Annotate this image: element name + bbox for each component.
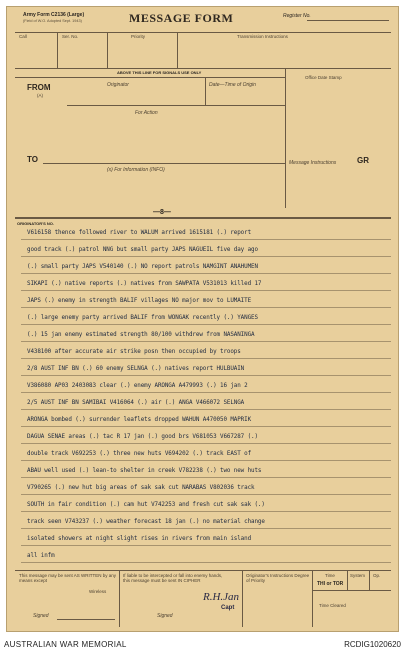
originator-label: Originator xyxy=(107,82,129,88)
divider-marker: —8— xyxy=(153,209,171,216)
for-action-label: For Action xyxy=(135,110,158,116)
time-label: Time xyxy=(325,573,335,578)
ruled-line xyxy=(21,460,391,461)
ruled-line xyxy=(21,477,391,478)
ruled-line xyxy=(21,426,391,427)
to-label: TO xyxy=(27,155,38,164)
signals-use-note: ABOVE THIS LINE FOR SIGNALS USE ONLY xyxy=(117,70,202,75)
cipher-note: If liable to be intercepted or fall into enemy hands, this message must be sent IN CIPHER xyxy=(123,573,223,583)
ruled-line xyxy=(21,256,391,257)
message-line: ARONGA bombed (.) surrender leaflets dropped WAHUN A470050 MAPRIK xyxy=(27,417,252,423)
ruled-line xyxy=(21,290,391,291)
thi-tor-label: THI or TOR xyxy=(317,581,344,587)
footer-divider-5 xyxy=(369,570,370,590)
army-form-sub: (Field of W.O. Adopted Sept. 1943) xyxy=(23,19,82,23)
system-label: System xyxy=(350,573,366,578)
originator-divider xyxy=(205,77,206,105)
message-line: V438100 after accurate air strike posn then occupied by troops xyxy=(27,349,241,355)
ruled-line xyxy=(21,392,391,393)
footer-divider-4 xyxy=(347,570,348,590)
message-line: all infm xyxy=(27,553,55,559)
message-line: DAGUA SENAE areas (.) tac R 17 jan (.) good brs V681053 V667287 (.) xyxy=(27,434,258,440)
office-date-stamp-label: Office Date Stamp xyxy=(305,75,342,80)
time-cleared-label: Time Cleared xyxy=(319,603,346,608)
message-form-sheet xyxy=(6,6,399,632)
ruled-line xyxy=(21,511,391,512)
footer-divider-1 xyxy=(119,570,120,627)
message-line: V616158 thence followed river to WALUM arrived 1615181 (.) report xyxy=(27,230,252,236)
army-form-id: Army Form C2136 (Large) xyxy=(23,12,85,18)
originator-underline xyxy=(67,105,285,106)
message-line: SOUTH in fair condition (.) cam hut V742253 and fresh cut sak sak (.) xyxy=(27,502,265,508)
footer-divider-3 xyxy=(312,570,313,627)
message-line: (.) large enemy party arrived BALIF from WONGAK recently (.) YANGES xyxy=(27,315,258,321)
message-instructions-label: Message Instructions xyxy=(289,160,337,166)
archive-credit: AUSTRALIAN WAR MEMORIAL xyxy=(4,640,127,649)
ruled-line xyxy=(21,358,391,359)
ruled-line xyxy=(21,273,391,274)
from-right-border xyxy=(285,68,286,208)
register-no-label: Register No. xyxy=(283,13,311,19)
form-title: MESSAGE FORM xyxy=(129,11,234,25)
ser-no-label: Ser. No. xyxy=(62,34,79,39)
ruled-line xyxy=(21,375,391,376)
signals-rule xyxy=(15,68,391,69)
signed-label-1: Signed xyxy=(33,613,49,619)
ruled-line xyxy=(21,307,391,308)
send-as-written-note: This message may be sent AS WRITTEN by any means except xyxy=(19,573,117,583)
ruled-line xyxy=(21,341,391,342)
rank-text: Capt xyxy=(221,605,235,611)
signed-line-1 xyxy=(57,619,115,620)
ruled-line xyxy=(21,528,391,529)
call-label: Call xyxy=(19,34,27,39)
originator-instructions-label: Originator's Instructions Degree of Priority xyxy=(246,573,310,583)
header-rule xyxy=(15,32,391,33)
from-top-rule xyxy=(15,77,285,78)
message-line: good track (.) patrol NNG but small party JAPS NAGUEIL five day ago xyxy=(27,247,258,253)
ruled-line xyxy=(21,562,391,563)
call-divider xyxy=(57,32,58,68)
from-label: FROM xyxy=(27,83,51,92)
message-line: 2/5 AUST INF BN SAMIBAI V416064 (.) air (.) ANGA V466072 SELNGA xyxy=(27,400,245,406)
message-line: V790265 (.) new hut big areas of sak sak cut NARABAS V802036 track xyxy=(27,485,255,491)
op-label: Op. xyxy=(373,573,381,578)
footer-divider-2 xyxy=(242,570,243,627)
archive-reference-id: RCDIG1020620 xyxy=(344,640,401,649)
message-line: (.) small party JAPS V540140 (.) NO report patrols NAMGINT ANAHUMEN xyxy=(27,264,258,270)
signed-label-2: Signed xyxy=(157,613,173,619)
message-line: 2/8 AUST INF BN (.) 60 enemy SELNGA (.) natives report HULBUAIN xyxy=(27,366,245,372)
message-line: track seen V743237 (.) weather forecast 18 jan (.) no material change xyxy=(27,519,265,525)
register-no-line xyxy=(307,20,389,21)
ruled-line xyxy=(21,494,391,495)
signature: R.H.Jan xyxy=(203,591,240,603)
message-top-rule xyxy=(15,217,391,219)
wireless-label: Wireless xyxy=(89,589,107,594)
priority-label: Priority xyxy=(131,34,146,39)
ruled-line xyxy=(21,545,391,546)
message-line: (.) 15 jan enemy estimated strength 80/100 withdrew from NASANINGA xyxy=(27,332,255,338)
to-line xyxy=(43,163,285,164)
date-time-origin-label: Date—Time of Origin xyxy=(209,82,256,88)
priority-divider xyxy=(177,32,178,68)
ruled-line xyxy=(21,239,391,240)
ser-divider xyxy=(107,32,108,68)
message-line: isolated showers at night slight rises in rivers from main island xyxy=(27,536,252,542)
message-line: JAPS (.) enemy in strength BALIF villages NO major mov to LUMAITE xyxy=(27,298,252,304)
for-information-label: (x) For Information (INFO) xyxy=(107,167,165,173)
originators-no-label: ORIGINATOR'S NO. xyxy=(17,221,55,226)
message-line: V386080 AP03 2403083 clear (.) enemy ARONGA A479993 (.) 16 jan 2 xyxy=(27,383,248,389)
footer-top-rule xyxy=(15,570,391,571)
gr-label: GR xyxy=(357,156,369,165)
message-line: double track V692253 (.) three new huts V694202 (.) track EAST of xyxy=(27,451,252,457)
from-sub-label: (A) xyxy=(37,93,43,98)
message-line: ABAU well used (.) lean-to shelter in creek V782238 (.) two new huts xyxy=(27,468,262,474)
ruled-line xyxy=(21,324,391,325)
ruled-line xyxy=(21,409,391,410)
transmission-instructions-label: Transmission Instructions xyxy=(237,34,288,39)
time-box-rule xyxy=(312,590,391,591)
message-line: SIKAPI (.) native reports (.) natives from SAWPATA V531013 killed 17 xyxy=(27,281,262,287)
ruled-line xyxy=(21,443,391,444)
